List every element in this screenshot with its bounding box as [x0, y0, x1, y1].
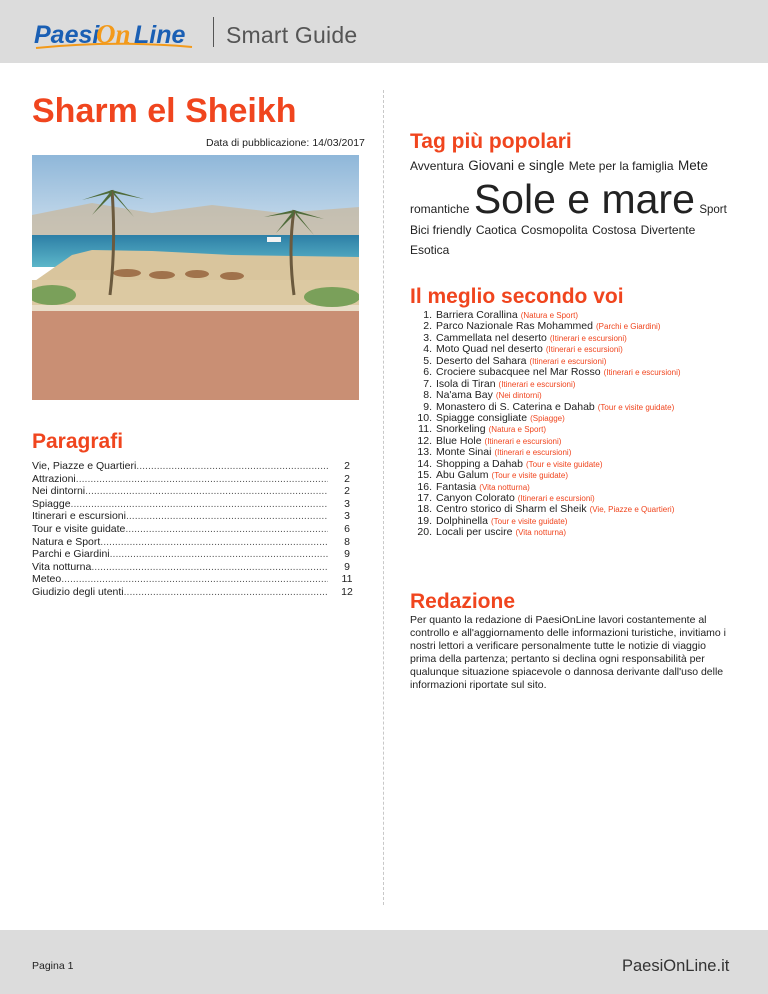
meglio-item-category: (Itinerari e escursioni): [517, 494, 595, 503]
toc-entry-name: Nei dintorni: [32, 485, 86, 498]
meglio-item-category: (Tour e visite guidate): [490, 516, 568, 526]
meglio-item-number: 3.: [423, 331, 432, 344]
toc-dot-leader: [125, 523, 328, 536]
meglio-item-category: (Tour e visite guidate): [491, 471, 569, 481]
meglio-item-number: 8.: [423, 389, 432, 402]
tag-link[interactable]: Esotica: [410, 243, 450, 257]
toc-dot-leader: [100, 536, 328, 549]
meglio-item-name: Isola di Tiran: [436, 377, 496, 390]
toc-dot-leader: [91, 561, 328, 574]
toc-entry-name: Tour e visite guidate: [32, 522, 126, 535]
paragrafi-toc: [32, 460, 362, 599]
meglio-item-name: Shopping a Dahab: [436, 457, 523, 470]
meglio-item-name: Centro storico di Sharm el Sheik: [436, 503, 587, 516]
page-header: [0, 0, 768, 63]
meglio-item-category: (Spiagge): [530, 413, 565, 423]
tag-link[interactable]: Caotica: [475, 223, 517, 237]
meglio-item-name: Crociere subacquee nel Mar Rosso: [436, 366, 601, 379]
tag-link[interactable]: Sole e mare: [473, 176, 695, 222]
footer-page-number: Pagina 1: [32, 960, 74, 972]
meglio-item-name: Cammellata nel deserto: [436, 331, 547, 344]
meglio-item-number: 20.: [417, 526, 432, 539]
meglio-item-name: Dolphinella: [436, 514, 488, 527]
meglio-item-number: 19.: [417, 514, 432, 527]
meglio-item-name: Snorkeling: [436, 423, 486, 436]
tag-link[interactable]: Divertente: [640, 223, 696, 237]
meglio-item-category: (Vita notturna): [515, 528, 566, 538]
meglio-item-name: Canyon Colorato: [436, 492, 515, 504]
tag-link[interactable]: Avventura: [410, 159, 464, 173]
toc-row[interactable]: [32, 485, 362, 498]
toc-entry-name: Natura e Sport: [32, 535, 101, 548]
toc-row[interactable]: [32, 586, 362, 599]
meglio-item-number: 11.: [418, 423, 432, 436]
toc-entry-name: Itinerari e escursioni: [32, 510, 126, 523]
meglio-title: Il meglio secondo voi: [410, 285, 624, 308]
toc-page-number: 6: [344, 522, 350, 535]
toc-entry-name: Vie, Piazze e Quartieri: [32, 460, 137, 472]
toc-dot-leader: [76, 473, 328, 486]
meglio-item-category: (Itinerari e escursioni): [549, 333, 627, 343]
meglio-item-name: Fantasia: [436, 480, 477, 493]
toc-entry-name: Vita notturna: [32, 560, 92, 573]
meglio-item-category: (Itinerari e escursioni): [494, 448, 572, 458]
header-subtitle: Smart Guide: [226, 22, 358, 48]
toc-dot-leader: [124, 586, 328, 599]
meglio-item-category: (Tour e visite guidate): [597, 402, 675, 412]
meglio-item-number: 9.: [423, 400, 432, 413]
toc-dot-leader: [85, 485, 328, 498]
toc-row[interactable]: [32, 561, 362, 574]
toc-row[interactable]: [32, 573, 362, 586]
meglio-item-number: 7.: [423, 377, 432, 390]
publication-date: [206, 137, 365, 149]
publication-date-value: 14/03/2017: [312, 137, 365, 149]
toc-row[interactable]: [32, 473, 362, 486]
meglio-item-category: (Nei dintorni): [495, 391, 542, 401]
toc-entry-name: Meteo: [32, 573, 62, 586]
tags-title: Tag più popolari: [410, 130, 572, 153]
meglio-list-item[interactable]: [410, 527, 750, 538]
toc-dot-leader: [61, 573, 328, 586]
meglio-item-name: Monastero di S. Caterina e Dahab: [436, 400, 595, 413]
header-separator: [213, 17, 214, 47]
page-title: Sharm el Sheikh: [32, 92, 297, 130]
column-divider: [383, 90, 384, 905]
meglio-item-number: 10.: [417, 411, 432, 424]
toc-page-number: 2: [344, 472, 350, 485]
toc-entry-name: Spiagge: [32, 497, 71, 510]
meglio-item-category: (Natura e Sport): [488, 425, 546, 435]
meglio-item-category: (Parchi e Giardini): [596, 322, 661, 332]
meglio-item-name: Locali per uscire: [436, 526, 513, 539]
toc-page-number: 3: [344, 510, 350, 523]
meglio-item-name: Parco Nazionale Ras Mohammed: [436, 320, 593, 333]
meglio-item-number: 14.: [417, 457, 432, 470]
meglio-item-category: (Itinerari e escursioni): [529, 356, 607, 366]
meglio-item-name: Barriera Corallina: [436, 309, 518, 321]
tag-cloud: [410, 156, 730, 260]
meglio-item-number: 5.: [423, 354, 432, 367]
meglio-item-category: (Itinerari e escursioni): [484, 436, 562, 446]
toc-row[interactable]: [32, 548, 362, 561]
meglio-list: [410, 310, 750, 539]
toc-row[interactable]: [32, 460, 362, 473]
meglio-item-name: Na'ama Bay: [436, 389, 493, 402]
meglio-item-number: 4.: [423, 343, 432, 356]
meglio-item-number: 2.: [423, 320, 432, 333]
meglio-item-name: Spiagge consigliate: [436, 411, 528, 424]
toc-entry-name: Giudizio degli utenti: [32, 585, 124, 598]
toc-page-number: 8: [344, 535, 350, 548]
paragrafi-title: Paragrafi: [32, 430, 124, 453]
redazione-text: Per quanto la redazione di PaesiOnLine lavori costantemente al controllo e all'aggiornamento delle informazioni turistiche, invitiamo i nostri lettori a verificare personalmente tutte le notizie di viaggio prima della partenza; pertanto si declina ogni responsabilità per qualunque situazione spiacevole o dannosa derivante dall'uso delle informazioni riportate sul sito.: [410, 614, 726, 691]
meglio-item-name: Blue Hole: [436, 434, 482, 447]
toc-row[interactable]: [32, 536, 362, 549]
tag-link[interactable]: Costosa: [592, 223, 637, 237]
tag-link[interactable]: romantiche: [410, 202, 470, 216]
meglio-item-category: (Itinerari e escursioni): [603, 368, 681, 378]
toc-dot-leader: [136, 460, 328, 473]
toc-page-number: 11: [341, 573, 353, 586]
meglio-item-name: Moto Quad nel deserto: [436, 343, 543, 356]
city-photo: [32, 155, 359, 400]
tag-link[interactable]: Bici friendly: [410, 223, 472, 237]
toc-row[interactable]: [32, 498, 362, 511]
toc-dot-leader: [71, 498, 328, 511]
svg-text:Line: Line: [134, 21, 186, 49]
meglio-item-category: (Vita notturna): [479, 482, 530, 492]
toc-page-number: 2: [344, 460, 350, 472]
svg-text:On: On: [96, 19, 131, 49]
tag-link[interactable]: Mete: [677, 158, 708, 173]
meglio-item-category: (Tour e visite guidate): [526, 459, 603, 469]
meglio-item-number: 17.: [417, 492, 432, 504]
tag-link[interactable]: Giovani e single: [468, 158, 565, 173]
tag-link[interactable]: Sport: [699, 204, 727, 216]
meglio-item-category: (Vie, Piazze e Quartieri): [589, 505, 675, 515]
toc-page-number: 9: [344, 548, 350, 561]
toc-entry-name: Attrazioni: [32, 472, 76, 485]
meglio-item-number: 6.: [423, 366, 432, 379]
tag-link[interactable]: Mete per la famiglia: [568, 159, 674, 173]
toc-page-number: 2: [344, 485, 350, 498]
meglio-item-name: Abu Galum: [436, 469, 489, 482]
toc-row[interactable]: [32, 510, 362, 523]
publication-label: Data di pubblicazione:: [206, 137, 310, 149]
meglio-item-number: 15.: [417, 469, 432, 482]
meglio-item-number: 13.: [417, 446, 432, 459]
paesionline-logo[interactable]: [34, 14, 194, 52]
meglio-item-number: 1.: [423, 309, 432, 321]
tag-link[interactable]: Cosmopolita: [520, 223, 588, 237]
redazione-title: Redazione: [410, 590, 516, 613]
meglio-item-category: (Itinerari e escursioni): [545, 345, 623, 355]
meglio-item-name: Monte Sinai: [436, 446, 492, 459]
meglio-item-number: 18.: [417, 503, 432, 516]
toc-page-number: 12: [341, 585, 353, 598]
footer-brand-link[interactable]: PaesiOnLine.it: [622, 957, 730, 975]
meglio-item-category: (Itinerari e escursioni): [498, 379, 576, 389]
toc-entry-name: Parchi e Giardini: [32, 548, 110, 561]
toc-page-number: 3: [344, 497, 350, 510]
svg-text:Paesi: Paesi: [34, 21, 100, 49]
meglio-item-number: 16.: [417, 480, 432, 493]
toc-row[interactable]: [32, 523, 362, 536]
meglio-item-name: Deserto del Sahara: [436, 354, 527, 367]
meglio-item-number: 12.: [417, 434, 432, 447]
toc-page-number: 9: [344, 560, 350, 573]
meglio-item-category: (Natura e Sport): [520, 311, 579, 320]
toc-dot-leader: [126, 510, 328, 523]
toc-dot-leader: [110, 548, 328, 561]
